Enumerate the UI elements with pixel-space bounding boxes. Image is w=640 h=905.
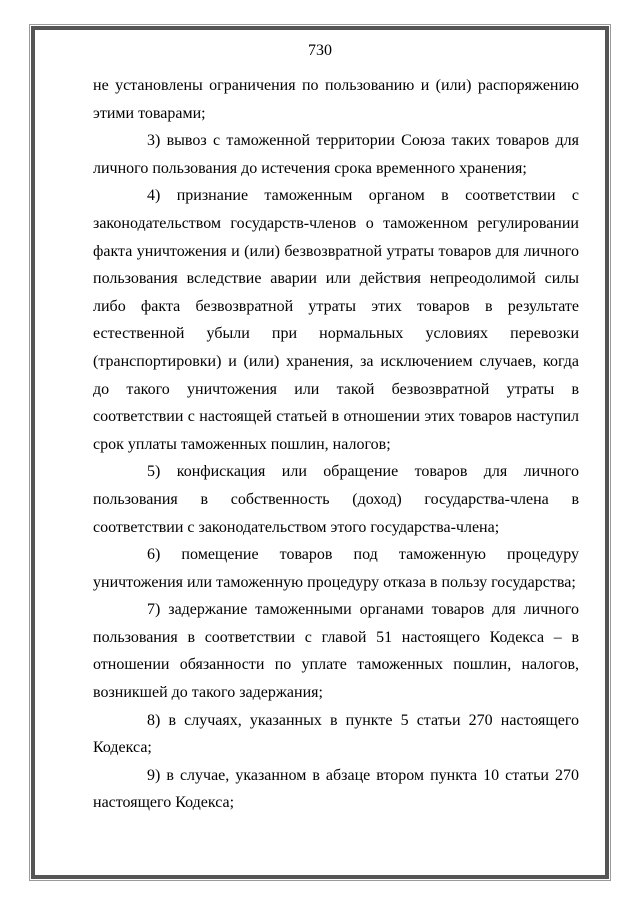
paragraph-item-3: 3) вывоз с таможенной территории Союза таких товаров для личного пользования до истечения срока временного хранения;	[93, 132, 579, 177]
document-page	[31, 26, 609, 879]
paragraph-item-8: 8) в случаях, указанных в пункте 5 статьи 270 настоящего Кодекса;	[93, 711, 579, 757]
paragraph-item-7: 7) задержание таможенными органами товаров для личного пользования в соответствии с главой 51 настоящего Кодекса – в отношении обязанности по уплате таможенных пошлин, налогов, возникшей до такого задержания;	[93, 601, 579, 702]
paragraph-item-6: 6) помещение товаров под таможенную процедуру уничтожения или таможенную процедуру отказа в пользу государства;	[93, 546, 579, 591]
paragraph-item-4: 4) признание таможенным органом в соответствии с законодательством государств-членов о таможенном регулировании факта уничтожения и (или) безвозвратной утраты товаров для личного пользования вследствие аварии или действия непреодолимой силы либо факта безвозвратной утраты этих товаров в результате естественной убыли при нормальных условиях перевозки (транспортировки) и (или) хранения, за исключением случаев, когда до такого уничтожения или такой безвозвратной утраты в соответствии с настоящей статьей в отношении этих товаров наступил срок уплаты таможенных пошлин, налогов;	[93, 187, 579, 453]
paragraph-item-9: 9) в случае, указанном в абзаце втором пункта 10 статьи 270 настоящего Кодекса;	[93, 766, 579, 812]
document-body	[93, 72, 579, 817]
paragraph-continuation: не установлены ограничения по пользованию и (или) распоряжению этими товарами;	[93, 77, 579, 122]
page-number: 730	[308, 42, 332, 59]
paragraph-item-5: 5) конфискация или обращение товаров для личного пользования в собственность (доход) государства-члена в соответствии с законодательством этого государства-члена;	[93, 463, 579, 536]
